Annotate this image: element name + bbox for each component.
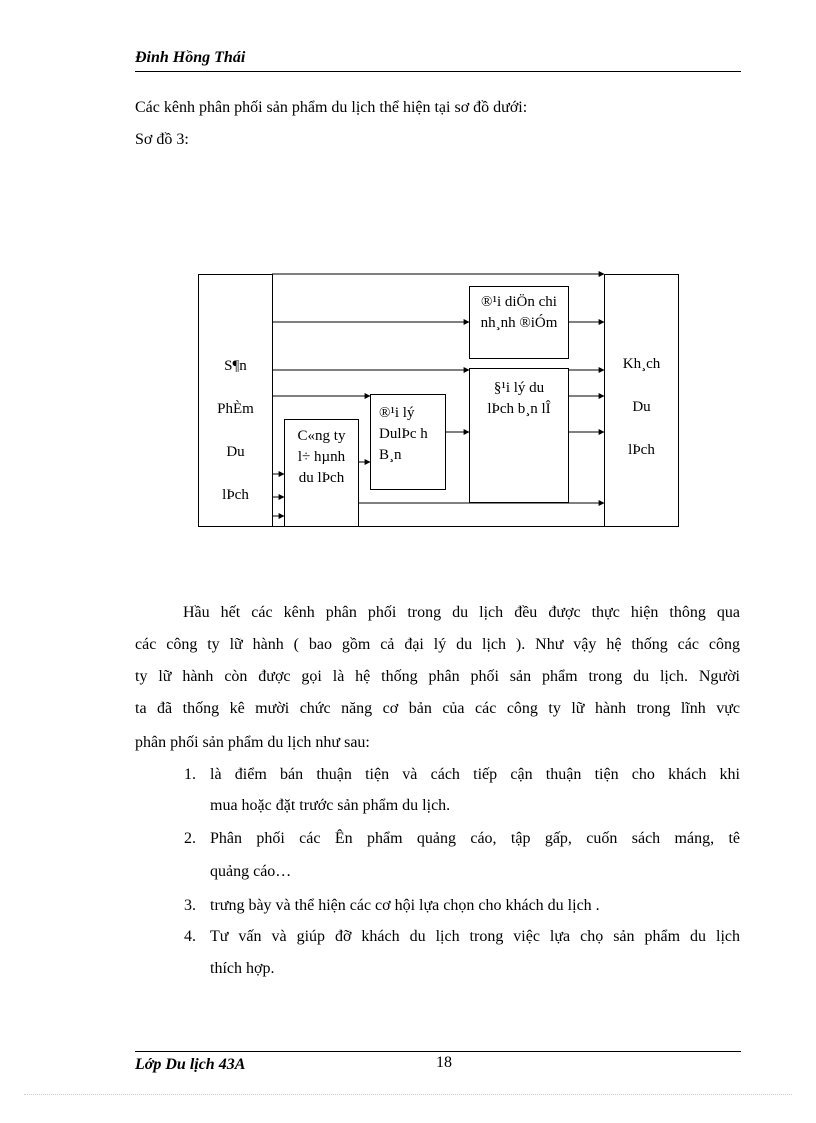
- list-item-line: thích hợp.: [210, 960, 275, 977]
- box-product-line: Du: [226, 444, 245, 460]
- box-product-line: S¶n: [224, 358, 247, 374]
- box-wholesale-travel-agent-label: ®¹i lý DulÞc h B¸n: [379, 405, 428, 463]
- box-product-line: lÞch: [222, 487, 249, 503]
- box-tourists-line: Kh¸ch: [622, 356, 661, 372]
- paragraph-line: Hầu hết các kênh phân phối trong du lịch đều được thực hiện thông qua: [183, 604, 740, 621]
- paragraph-line: ta đã thống kê mười chức năng cơ bản của các công ty lữ hành trong lĩnh vực: [135, 700, 740, 717]
- box-tourists: [604, 274, 679, 527]
- box-wholesale-travel-agent: [370, 394, 446, 490]
- header-author: Đinh Hồng Thái: [135, 49, 246, 66]
- intro-line-1: Các kênh phân phối sản phẩm du lịch thể hiện tại sơ đồ dưới:: [135, 99, 528, 116]
- box-tourism-product: [198, 274, 273, 527]
- page-bottom-border: [24, 1094, 792, 1095]
- box-retail-travel-agent: [469, 368, 569, 503]
- list-item-line: mua hoặc đặt trước sản phẩm du lịch.: [210, 797, 451, 814]
- diagram-caption: Sơ đồ 3:: [135, 131, 189, 148]
- box-tourists-line: lÞch: [628, 442, 655, 458]
- box-tourists-line: Du: [632, 399, 651, 415]
- box-retail-travel-agent-label: §¹i lý du lÞch b¸n lÎ: [487, 380, 551, 417]
- paragraph-line: phân phối sản phẩm du lịch như sau:: [135, 734, 370, 751]
- paragraph-line: các công ty lữ hành ( bao gồm cả đại lý du lịch ). Như vậy hệ thống các công: [135, 636, 740, 653]
- list-number: 2.: [184, 830, 196, 847]
- list-item-line: Phân phối các Ên phẩm quảng cáo, tập gấp, cuốn sách máng, tê: [210, 830, 740, 847]
- diagram-bottom-edge: [198, 526, 679, 527]
- box-representative-office: [469, 286, 569, 359]
- list-item-line: quảng cáo…: [210, 863, 292, 880]
- list-item-line: Tư vấn và giúp đỡ khách du lịch trong việc lựa chọ sản phẩm du lịch: [210, 928, 740, 945]
- list-item-line: trưng bày và thể hiện các cơ hội lựa chọn cho khách du lịch .: [210, 897, 600, 914]
- list-number: 3.: [184, 897, 196, 914]
- footer-class-name: Lớp Du lịch 43A: [135, 1056, 246, 1073]
- list-number: 1.: [184, 766, 196, 783]
- box-product-line: PhÈm: [217, 401, 254, 417]
- list-item-line: là điểm bán thuận tiện và cách tiếp cận thuận tiện cho khách khi: [210, 766, 740, 783]
- box-representative-office-label: ®¹i diÖn chi nh¸nh ®iÓm: [480, 294, 558, 331]
- footer-rule: [135, 1051, 741, 1052]
- paragraph-line: ty lữ hành còn được gọi là hệ thống phân phối sản phẩm trong du lịch. Người: [135, 668, 740, 685]
- page-number: 18: [436, 1054, 452, 1071]
- list-number: 4.: [184, 928, 196, 945]
- box-tour-operator: [284, 419, 359, 527]
- box-tour-operator-label: C«ng ty l÷ hµnh du lÞch: [297, 428, 346, 486]
